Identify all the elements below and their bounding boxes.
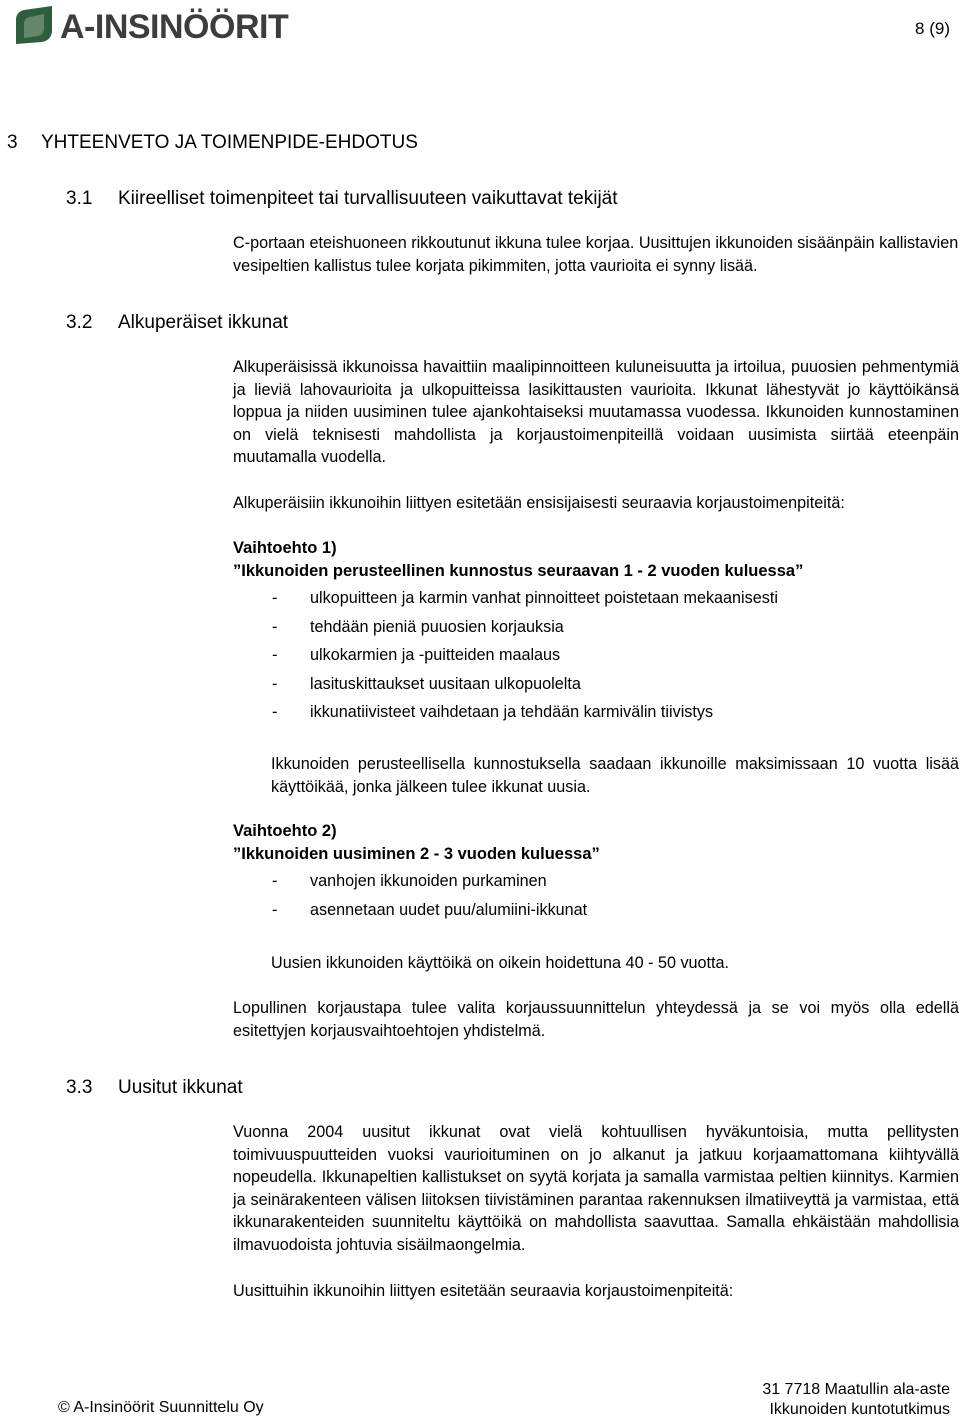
subsection-number: 3.2 — [66, 312, 93, 333]
logo-text: A-INSINÖÖRIT — [60, 8, 289, 46]
subsection-heading-3-3 — [66, 1077, 243, 1099]
option-2-note: Uusien ikkunoiden käyttöikä on oikein hoidettuna 40 - 50 vuotta. — [271, 954, 730, 972]
section-number: 3 — [7, 132, 18, 153]
footer-project — [762, 1380, 950, 1420]
logo-mark-icon — [12, 6, 56, 48]
paragraph: Vuonna 2004 uusitut ikkunat ovat vielä kohtuullisen hyväkuntoisia, mutta pellitysten toimivuuspuutteiden vuoksi vaurioituminen on jo alkanut ja jatkuu korjaamattomana kiihtyvällä nopeudella. Ikkunapeltien kallistukset on syytä korjata ja samalla varmistaa peltien kiinnitys. Karmien ja seinärakenteen välisen liitoksen tiivistäminen parantaa rakennuksen ilmatiiveyttä ja varmistaa, että ikkunarakenteiden suunniteltu käyttöikä on mahdollista saavuttaa. Samalla ehkäistään mahdollisia ilmavuodoista johtuvia sisäilmaongelmia. — [233, 1123, 959, 1254]
subsection-title: Alkuperäiset ikkunat — [118, 312, 289, 333]
option-1-note: Ikkunoiden perusteellisella kunnostuksella saadaan ikkunoille maksimissaan 10 vuotta lisää käyttöikää, jonka jälkeen tulee ikkunat uusia. — [271, 755, 959, 796]
option-label: Vaihtoehto 1) — [233, 539, 337, 557]
paragraph: Lopullinen korjaustapa tulee valita korjaussuunnittelun yhteydessä ja se voi myös olla edellä esitettyjen korjausvaihtoehtojen yhdistelmä. — [233, 999, 959, 1040]
section-heading — [7, 132, 418, 154]
subsection-title: Uusitut ikkunat — [118, 1077, 243, 1098]
footer-copyright: © A-Insinöörit Suunnittelu Oy — [58, 1399, 264, 1416]
subsection-title: Kiireelliset toimenpiteet tai turvallisuuteen vaikuttavat tekijät — [118, 188, 618, 209]
paragraph: C-portaan eteishuoneen rikkoutunut ikkuna tulee korjaa. Uusittujen ikkunoiden sisäänpäin kallistavien vesipeltien kallistus tulee korjata pikimmiten, jotta vaurioita ei synny lisää. — [233, 234, 959, 275]
company-logo — [12, 6, 292, 50]
subsection-heading-3-1 — [66, 188, 618, 210]
subsection-heading-3-2 — [66, 312, 288, 334]
option-1 — [233, 537, 803, 583]
footer-document-type: Ikkunoiden kuntotutkimus — [769, 1401, 950, 1418]
subsection-number: 3.3 — [66, 1077, 93, 1098]
subsection-number: 3.1 — [66, 188, 93, 209]
option-label: Vaihtoehto 2) — [233, 822, 337, 840]
option-title: ”Ikkunoiden uusiminen 2 - 3 vuoden kuluessa” — [233, 845, 600, 863]
option-2 — [233, 820, 600, 866]
paragraph: Alkuperäisiin ikkunoihin liittyen esitetään ensisijaisesti seuraavia korjaustoimenpiteitä: — [233, 494, 845, 512]
page-number: 8 (9) — [915, 19, 950, 38]
option-title: ”Ikkunoiden perusteellinen kunnostus seuraavan 1 - 2 vuoden kuluessa” — [233, 562, 804, 580]
paragraph: Alkuperäisissä ikkunoissa havaittiin maalipinnoitteen kuluneisuutta ja irtoilua, puuosien pehmentymiä ja lieviä lahovaurioita ja ulkopuitteissa lasikittausten vaurioita. Ikkunat lähestyvät jo käyttöikänsä loppua ja niiden uusiminen tulee ajankohtaiseksi muutamassa vuodessa. Ikkunoiden kunnostaminen on vielä teknisesti mahdollista ja korjaustoimenpiteillä voidaan uusimista siirtää eteenpäin muutamalla vuodella. — [233, 358, 959, 466]
footer-project-number: 31 7718 Maatullin ala-aste — [762, 1381, 950, 1398]
paragraph: Uusittuihin ikkunoihin liittyen esitetään seuraavia korjaustoimenpiteitä: — [233, 1282, 734, 1300]
section-title: YHTEENVETO JA TOIMENPIDE-EHDOTUS — [41, 132, 418, 153]
